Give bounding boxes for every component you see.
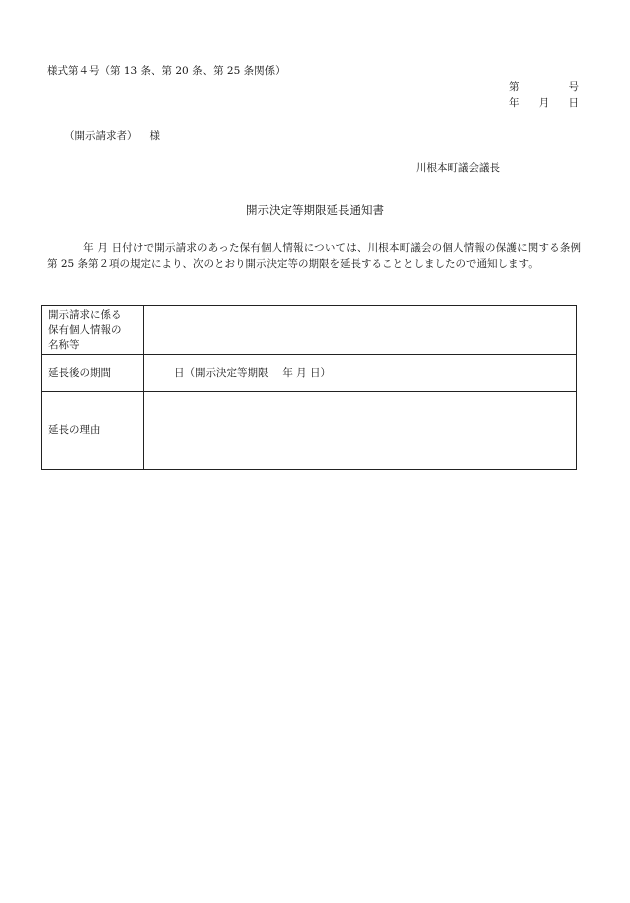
- label-line: 開示請求に係る: [48, 308, 122, 321]
- document-date-line: [509, 98, 579, 109]
- date-year: 年: [509, 97, 520, 109]
- label-line: 名称等: [48, 338, 80, 351]
- personal-info-name-value: [144, 306, 577, 355]
- recipient-name: （開示請求者）: [64, 130, 138, 142]
- extended-period-text: 日（開示決定等期限 年 月 日）: [174, 366, 332, 379]
- extension-reason-label: 延長の理由: [42, 392, 144, 470]
- date-month: 月: [538, 97, 550, 109]
- extension-reason-value: [144, 392, 577, 470]
- number-suffix: 号: [568, 81, 579, 93]
- recipient-honorific: 様: [149, 130, 160, 142]
- document-title: 開示決定等期限延長通知書: [246, 203, 384, 217]
- extended-period-label: 延長後の期間: [42, 355, 144, 392]
- document-number-line: [509, 82, 579, 93]
- date-day: 日: [568, 97, 579, 109]
- label-line: 保有個人情報の: [48, 323, 122, 336]
- recipient-line: [64, 131, 160, 142]
- form-number-label: 様式第４号（第 13 条、第 20 条、第 25 条関係）: [47, 65, 286, 77]
- sender-title: 川根本町議会議長: [416, 162, 500, 174]
- personal-info-name-label: [42, 306, 144, 355]
- notice-body: [47, 240, 581, 272]
- table-row: [42, 355, 577, 392]
- extended-period-value: [144, 355, 577, 392]
- notice-body-text: 年 月 日付けで開示請求のあった保有個人情報については、川根本町議会の個人情報の保護に関する条例第 25 条第２項の規定により、次のとおり開示決定等の期限を延長することとしましたので通知します。: [47, 242, 581, 270]
- number-prefix: 第: [509, 81, 520, 93]
- table-row: [42, 306, 577, 355]
- table-row: [42, 392, 577, 470]
- notice-table: [41, 305, 577, 470]
